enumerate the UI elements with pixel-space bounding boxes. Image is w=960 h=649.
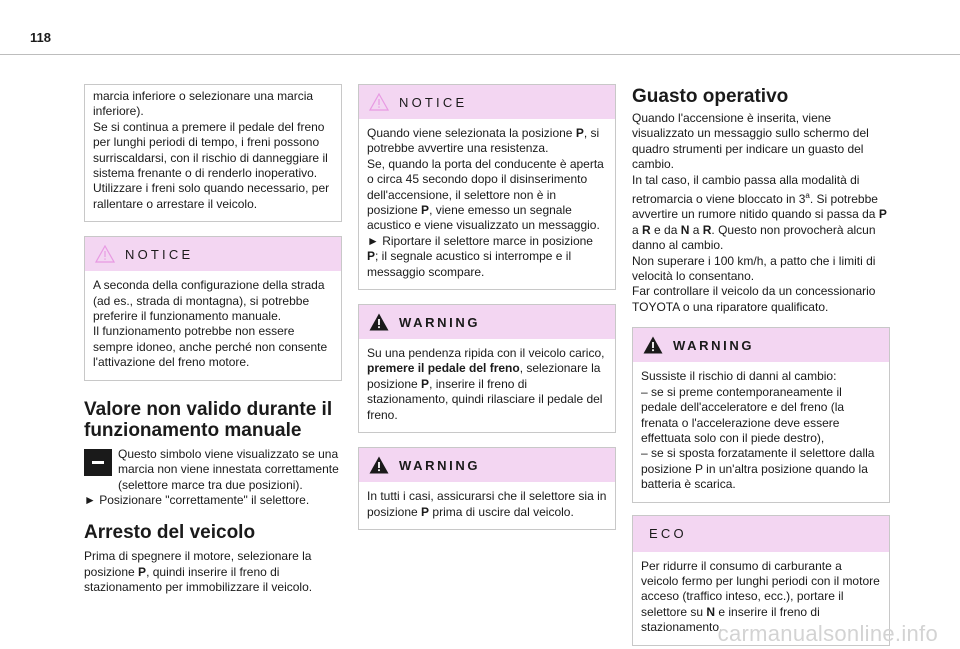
warning-box-1 <box>358 304 616 433</box>
vehicle-stop-text: Prima di spegnere il motore, selezionare la posizione P, quindi inserire il freno di stazionamento per immobilizzare il veicolo. <box>84 549 313 595</box>
warning-triangle-icon <box>643 336 663 354</box>
invalid-value-text: Questo simbolo viene visualizzato se una marcia non viene innestata correttamente (selettore marce tra due posizioni). <box>118 446 339 492</box>
eco-header <box>633 516 889 552</box>
notice-box <box>84 236 342 380</box>
warning-triangle-icon <box>369 313 389 331</box>
warning-triangle-icon <box>369 456 389 474</box>
column-2 <box>358 84 616 542</box>
fault-text-1: Quando l'accensione è inserita, viene visualizzato un messaggio sullo schermo del quadro strumenti per indicare un guasto del cambio. <box>632 111 869 172</box>
warning-box-3 <box>632 327 890 502</box>
notice-header-2 <box>359 85 615 119</box>
notice2-text-3: ► Riportare il selettore marce in posizione P; il segnale acustico si interrompe e il messaggio scompare. <box>367 233 593 279</box>
eco-title: ECO <box>649 526 687 542</box>
column-3 <box>632 86 890 649</box>
warning3-text-2: – se si preme contemporaneamente il pedale dell'acceleratore e del freno (la frenata o l'accelerazione deve essere effettuata solo con il piede destro), <box>641 384 845 445</box>
column-1 <box>84 84 342 596</box>
warning1-text: Su una pendenza ripida con il veicolo carico, premere il pedale del freno, selezionare la posizione P, inserire il freno di stazionamento, quindi rilasciare il pedale del freno. <box>367 346 605 422</box>
box-text-3: Utilizzare i freni solo quando necessario, per rallentare o arrestare il veicolo. <box>93 181 330 211</box>
section-title-operating-fault: Guasto operativo <box>632 86 789 107</box>
eco-text: Per ridurre il consumo di carburante a veicolo fermo per lunghi periodi con il motore acceso (traffico inteso, ecc.), portare il selettore su N e inserire il freno di stazionamento. <box>641 558 880 635</box>
page-number: 118 <box>30 30 51 45</box>
continued-warning-box <box>84 84 342 222</box>
section-operating-fault <box>632 86 890 315</box>
notice-title: NOTICE <box>125 246 194 262</box>
section-title-vehicle-stop: Arresto del veicolo <box>84 522 256 544</box>
caution-triangle-outline-icon <box>369 93 389 111</box>
notice-text-2: Il funzionamento potrebbe non essere sempre idoneo, anche perché non consente l'attivazione del freno motore. <box>93 324 328 370</box>
box-text-1: marcia inferiore o selezionare una marcia inferiore). <box>93 89 314 119</box>
header-rule <box>0 54 960 55</box>
notice-title-2: NOTICE <box>399 94 468 110</box>
notice-header <box>85 237 341 271</box>
warning-header-1 <box>359 305 615 339</box>
notice-text-1: A seconda della configurazione della strada (ad es., strada di montagna), si potrebbe preferire il funzionamento manuale. <box>93 278 325 324</box>
warning-title-3: WARNING <box>673 337 755 353</box>
section-vehicle-stop <box>84 522 342 595</box>
notice2-text-2: Se, quando la porta del conducente è aperta o circa 45 secondo dopo il disinserimento dell'accensione, il selettore non è in posizione P, viene emesso un segnale acustico e viene visualizzato un messaggio. <box>367 156 604 233</box>
warning-box-2 <box>358 447 616 530</box>
gear-invalid-symbol-icon <box>84 449 112 476</box>
fault-text-3: Non superare i 100 km/h, a patto che i limiti di velocità lo consentano. <box>632 253 876 284</box>
notice-box-2 <box>358 84 616 290</box>
section-title-invalid-value: Valore non valido durante il funzionamento manuale <box>84 398 333 441</box>
watermark: carmanualsonline.info <box>717 621 938 646</box>
warning2-text: In tutti i casi, assicurarsi che il selettore sia in posizione P prima di uscire dal veicolo. <box>367 489 607 519</box>
fault-text-2: In tal caso, il cambio passa alla modalità di retromarcia o viene bloccato in 3$^a$. Si potrebbe avvertire un rumore nitido quando si passa da P a R e da N a R. Questo non provocherà alcun danno al cambio. <box>632 172 887 253</box>
warning-title-2: WARNING <box>399 457 481 473</box>
warning3-text-1: Sussiste il rischio di danni al cambio: <box>641 369 837 384</box>
caution-triangle-outline-icon <box>95 245 115 263</box>
box-text-2: Se si continua a premere il pedale del freno per lunghi periodi di tempo, i freni possono surriscaldarsi, con il rischio di danneggiare il sistema frenante o di renderlo inoperativo. <box>93 119 328 181</box>
section-invalid-value <box>84 399 342 509</box>
notice2-text-1: Quando viene selezionata la posizione P, si potrebbe avvertire una resistenza. <box>367 126 600 156</box>
fault-text-4: Far controllare il veicolo da un concessionario TOYOTA o una riparatore qualificato. <box>632 284 876 314</box>
invalid-value-bullet: ► Posizionare "correttamente" il selettore. <box>84 492 310 507</box>
warning-title-1: WARNING <box>399 314 481 330</box>
warning3-text-3: – se si sposta forzatamente il selettore dalla posizione P in un'altra posizione quando la batteria è scarica. <box>641 446 875 492</box>
warning-header-3 <box>633 328 889 362</box>
warning-header-2 <box>359 448 615 482</box>
